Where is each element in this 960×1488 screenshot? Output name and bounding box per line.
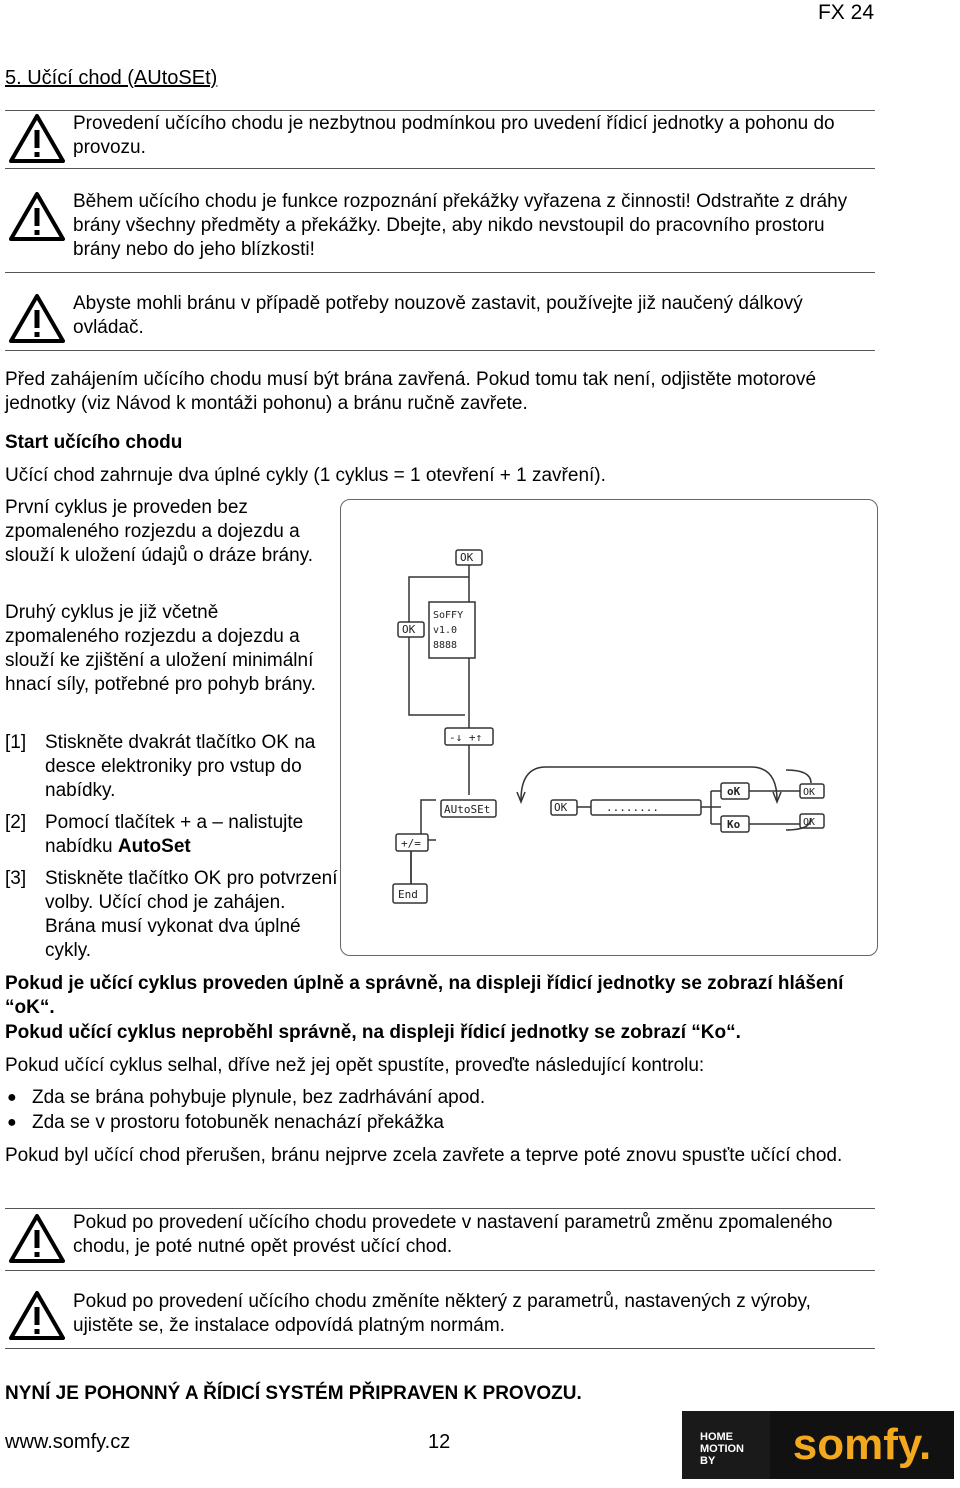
warning-text: Abyste mohli bránu v případě potřeby nouzově zastavit, používejte již naučený dálkový ovládač. [73, 293, 803, 338]
step-text: Stiskněte tlačítko OK pro potvrzení volby. Učící chod je zahájen. Brána musí vykonat dva úplné cykly. [45, 868, 338, 961]
warning-icon [9, 191, 65, 241]
divider [5, 1348, 875, 1349]
lcd-line-3: 8888 [433, 640, 458, 651]
diagram-ok-top: OK [460, 551, 474, 564]
intro-paragraph: Před zahájením učícího chodu musí být brána zavřená. Pokud tomu tak není, odjistěte motorové jednotky (viz Návod k montáži pohonu) a bránu ručně zavřete. [5, 369, 817, 414]
diagram-plus-minus: +/= [401, 837, 421, 850]
diagram-ok-result: oK [727, 785, 741, 798]
step-number: [1] [5, 732, 27, 753]
result-success: Pokud je učící cyklus proveden úplně a správně, na displeji řídicí jednotky se zobrazí hlášení “oK“. [5, 973, 844, 1018]
divider [5, 1208, 875, 1209]
diagram-dots: ........ [606, 801, 659, 814]
menu-navigation-diagram [340, 499, 878, 956]
step-text: Stiskněte dvakrát tlačítko OK na desce elektroniky pro vstup do nabídky. [45, 732, 316, 801]
warning-icon [9, 293, 65, 343]
document-model-header: FX 24 [817, 1, 874, 24]
step-number: [2] [5, 812, 27, 833]
diagram-autoset: AUtoSEt [444, 803, 491, 816]
warning-icon [9, 113, 65, 163]
diagram-end: End [398, 888, 418, 901]
diagram-drawing [341, 500, 877, 955]
lcd-line-1: SoFFY [433, 610, 464, 621]
second-cycle-paragraph: Druhý cyklus je již včetně zpomaleného rozjezdu a dojezdu a slouží ke zjištění a uložení minimální hnací síly, potřebné pro pohyb brány. [5, 602, 316, 695]
divider [5, 1270, 875, 1271]
logo-brand: somfy. [770, 1411, 954, 1479]
warning-text: Provedení učícího chodu je nezbytnou podmínkou pro uvedení řídicí jednotky a pohonu do provozu. [73, 113, 835, 158]
divider [5, 168, 875, 169]
warning-icon [9, 1213, 65, 1263]
footer-url: www.somfy.cz [5, 1431, 131, 1453]
step-number: [3] [5, 868, 27, 889]
page-number: 12 [428, 1431, 451, 1453]
divider [5, 272, 875, 273]
bullet-icon: ● [7, 1089, 17, 1106]
diagram-ko-result: Ko [727, 818, 741, 831]
warning-text: Během učícího chodu je funkce rozpoznání překážky vyřazena z činnosti! Odstraňte z dráhy brány všechny předměty a překážky. Dbejte, aby nikdo nevstoupil do pracovního prostoru brány nebo do jeho blízkosti! [73, 191, 848, 260]
ready-statement: NYNÍ JE POHONNÝ A ŘÍDICÍ SYSTÉM PŘIPRAVEN K PROVOZU. [5, 1383, 582, 1404]
bullet-icon: ● [7, 1114, 17, 1131]
section-title: 5. Učící chod (AUtoSEt) [5, 67, 218, 89]
lcd-line-2: v1.0 [433, 625, 458, 636]
logo-tagline: HOME MOTION BY [682, 1411, 770, 1479]
start-heading: Start učícího chodu [5, 432, 183, 453]
diagram-ok-right-1: OK [803, 787, 816, 798]
first-cycle-paragraph: První cyklus je proveden bez zpomaleného rozjezdu a dojezdu a slouží k uložení údajů o dráze brány. [5, 497, 314, 566]
divider [5, 350, 875, 351]
result-failure: Pokud učící cyklus neproběhl správně, na displeji řídicí jednotky se zobrazí “Ko“. [5, 1022, 741, 1043]
diagram-arrows: -↓ +↑ [449, 731, 483, 744]
check-intro: Pokud učící cyklus selhal, dříve než jej opět spustíte, proveďte následující kontrolu: [5, 1055, 705, 1076]
interrupted-paragraph: Pokud byl učící chod přerušen, bránu nejprve zcela zavřete a teprve poté znovu spusťte učící chod. [5, 1145, 843, 1166]
warning-text: Pokud po provedení učícího chodu změníte některý z parametrů, nastavených z výroby, ujistěte se, že instalace odpovídá platným normám. [73, 1291, 811, 1336]
step-text: Pomocí tlačítek + a – nalistujte nabídku AutoSet [45, 812, 304, 857]
warning-text: Pokud po provedení učícího chodu provedete v nastavení parametrů změnu zpomaleného chodu, je poté nutné opět provést učící chod. [73, 1212, 833, 1257]
divider [5, 110, 875, 111]
somfy-logo [682, 1411, 954, 1479]
diagram-ok-left: OK [402, 623, 416, 636]
diagram-ok-right-2: OK [803, 817, 816, 828]
warning-icon [9, 1290, 65, 1340]
diagram-ok-mid: OK [554, 801, 568, 814]
cycles-paragraph: Učící chod zahrnuje dva úplné cykly (1 cyklus = 1 otevření + 1 zavření). [5, 465, 606, 486]
